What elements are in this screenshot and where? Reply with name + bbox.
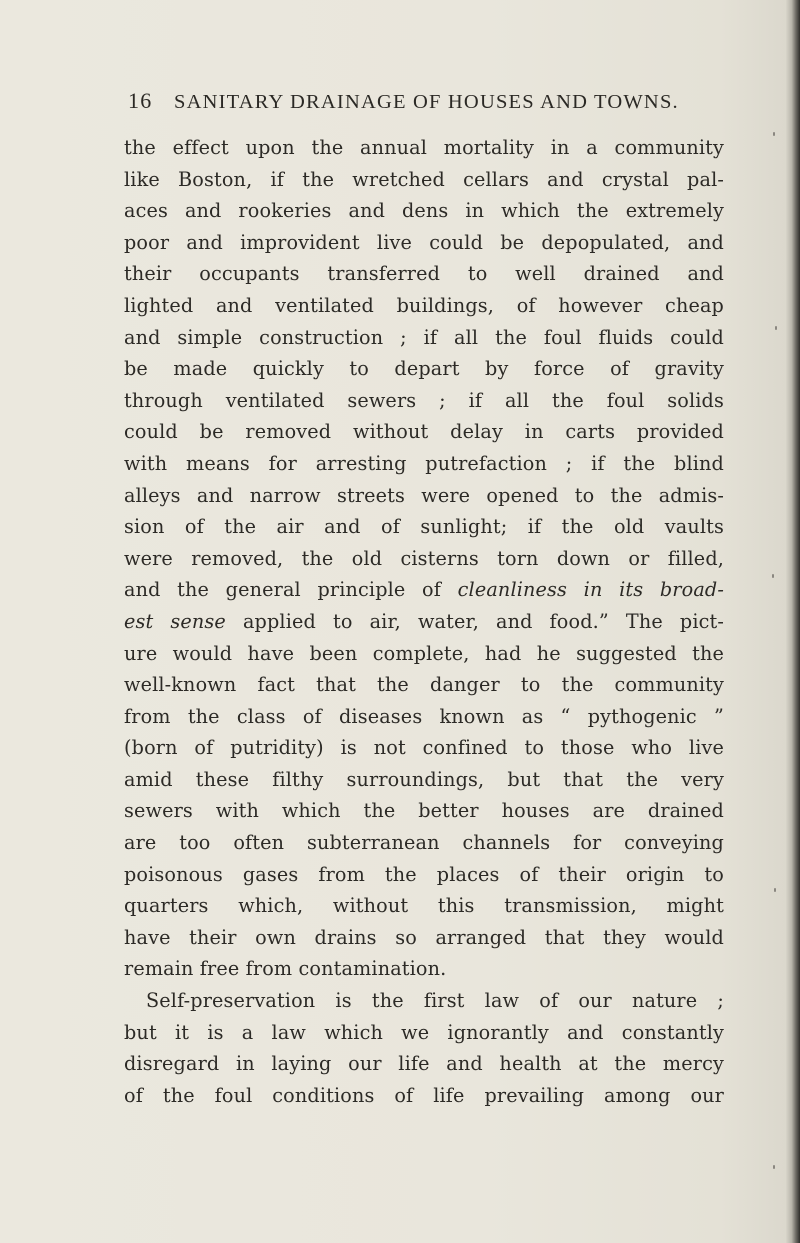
text-line: have their own drains so arranged that they would: [124, 925, 724, 949]
italic-run: cleanliness in its broad-: [457, 578, 724, 602]
page-number: 16: [128, 88, 153, 113]
speck: [772, 574, 774, 578]
text-line: aces and rookeries and dens in which the extremely: [124, 199, 724, 223]
text-line: could be removed without delay in carts provided: [124, 420, 724, 444]
text-line: through ventilated sewers ; if all the foul solids: [124, 388, 724, 412]
text-line: ure would have been complete, had he suggested the: [124, 641, 724, 665]
text-line-mixed: [124, 574, 724, 606]
text-line: were removed, the old cisterns torn down or filled,: [124, 546, 724, 570]
body-text: [124, 132, 724, 1111]
text-line: sion of the air and of sunlight; if the old vaults: [124, 515, 724, 539]
text-line: poor and improvident live could be depopulated, and: [124, 230, 724, 254]
text-line-mixed: [124, 606, 724, 638]
text-line: lighted and ventilated buildings, of however cheap: [124, 293, 724, 317]
text-line: remain free from contamination.: [124, 957, 447, 981]
speck: [775, 326, 777, 330]
text-line: (born of putridity) is not confined to those who live: [124, 736, 724, 760]
text-line: the effect upon the annual mortality in a community: [124, 136, 724, 159]
running-head: [128, 88, 679, 118]
page-edge-shadow: [786, 0, 800, 1243]
text-line: alleys and narrow streets were opened to the admis-: [124, 483, 724, 507]
text-line: poisonous gases from the places of their origin to: [124, 862, 724, 886]
text-line: are too often subterranean channels for conveying: [124, 831, 724, 855]
italic-run: est sense: [124, 609, 226, 633]
speck: [773, 132, 775, 136]
speck: [774, 888, 776, 892]
text-line: but it is a law which we ignorantly and constantly: [124, 1020, 724, 1044]
text-run: and the general principle of: [124, 578, 458, 602]
text-line: be made quickly to depart by force of gravity: [124, 357, 724, 381]
text-line: like Boston, if the wretched cellars and crystal pal-: [124, 167, 724, 191]
running-title: SANITARY DRAINAGE OF HOUSES AND TOWNS.: [174, 91, 679, 113]
text-line: quarters which, without this transmission, might: [124, 894, 724, 918]
text-line: from the class of diseases known as “ pythogenic ”: [124, 704, 724, 728]
text-line: well-known fact that the danger to the community: [124, 673, 724, 697]
text-line: their occupants transferred to well drained and: [124, 262, 724, 286]
text-line: amid these filthy surroundings, but that the very: [124, 767, 724, 791]
page-edge-specks: [772, 0, 778, 1243]
text-run: applied to air, water, and food.” The pict-: [225, 609, 725, 633]
text-line: disregard in laying our life and health at the mercy: [124, 1052, 724, 1076]
speck: [773, 1165, 775, 1169]
text-line: of the foul conditions of life prevailing among our: [124, 1083, 724, 1107]
text-line: Self-preservation is the first law of our nature ;: [146, 989, 724, 1013]
text-line: and simple construction ; if all the foul fluids could: [124, 325, 724, 349]
text-line: with means for arresting putrefaction ; if the blind: [124, 451, 724, 475]
text-line: sewers with which the better houses are drained: [124, 799, 724, 823]
